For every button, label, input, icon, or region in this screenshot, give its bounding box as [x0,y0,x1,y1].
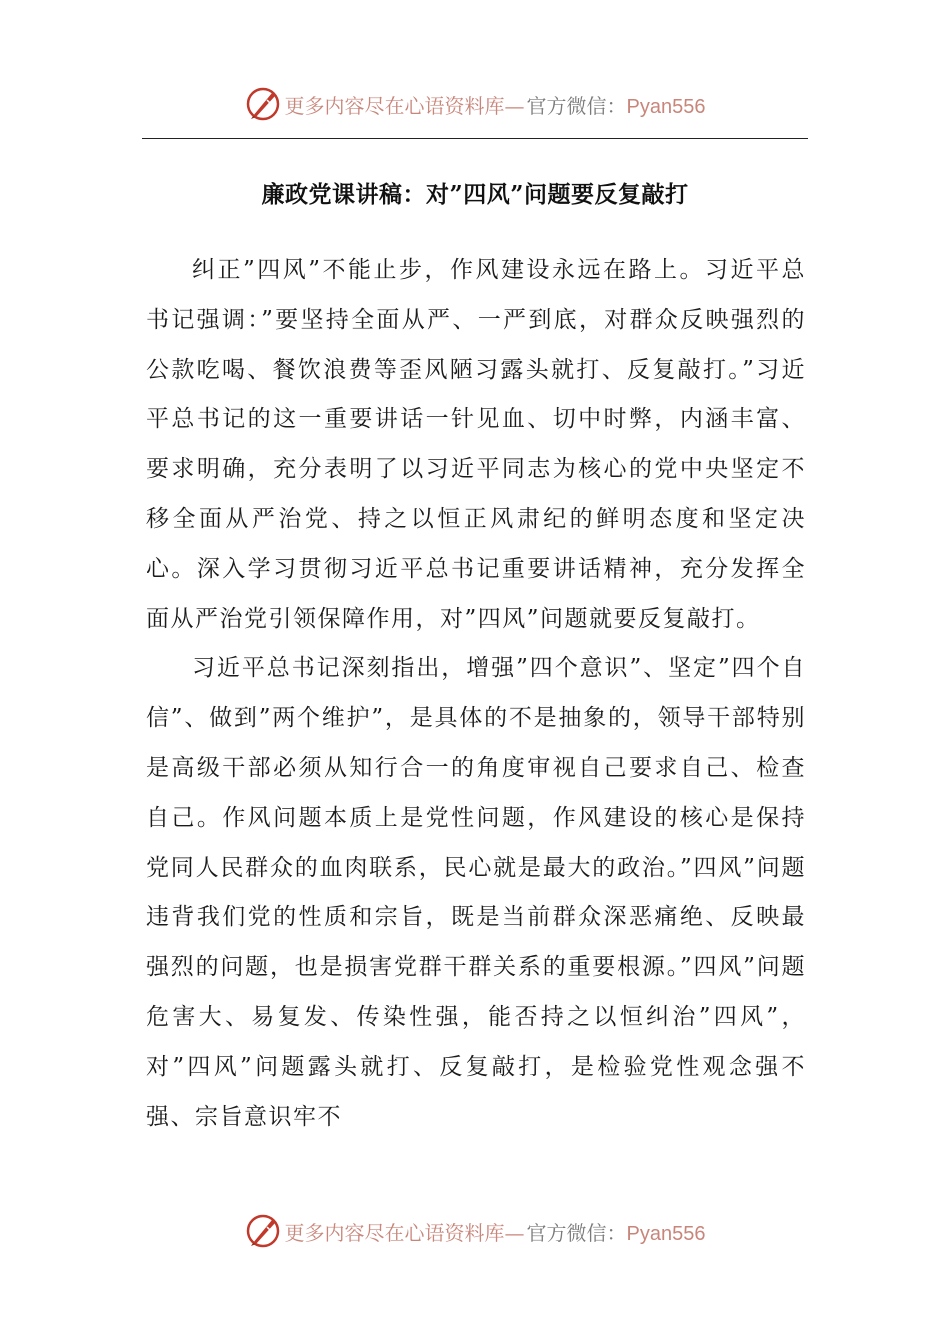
pen-logo-icon [245,1213,281,1249]
banner-wechat-id: Pyan556 [626,1222,706,1245]
header-banner [0,82,950,126]
pen-logo-icon [245,86,281,122]
paragraph: 习近平总书记深刻指出，增强”四个意识”、坚定”四个自信”、做到”两个维护”，是具体的不是抽象的，领导干部特别是高级干部必须从知行合一的角度审视自己要求自己、检查自己。作风问题本质上是党性问题，作风建设的核心是保持党同人民群众的血肉联系，民心就是最大的政治。”四风”问题违背我们党的性质和宗旨，既是当前群众深恶痛绝、反映最强烈的问题，也是损害党群干群关系的重要根源。”四风”问题危害大、易复发、传染性强，能否持之以恒纠治”四风”，对”四风”问题露头就打、反复敲打，是检验党性观念强不强、宗旨意识牢不 [146,655,806,1130]
banner-text [285,1217,706,1246]
header-divider [142,138,808,139]
banner-separator: — [504,1220,525,1245]
page-title: 廉政党课讲稿：对”四风”问题要反复敲打 [261,181,689,208]
banner-wechat-label: 官方微信： [526,93,627,118]
banner-separator: — [504,93,525,118]
banner-wechat-id: Pyan556 [626,95,706,118]
banner-brand-text: 更多内容尽在心语资料库 [284,93,505,118]
banner-text [285,90,706,119]
paragraph: 纠正”四风”不能止步，作风建设永远在路上。习近平总书记强调：”要坚持全面从严、一严到底，对群众反映强烈的公款吃喝、餐饮浪费等歪风陋习露头就打、反复敲打。”习近平总书记的这一重要讲话一针见血、切中时弊，内涵丰富、要求明确，充分表明了以习近平同志为核心的党中央坚定不移全面从严治党、持之以恒正风肃纪的鲜明态度和坚定决心。深入学习贯彻习近平总书记重要讲话精神，充分发挥全面从严治党引领保障作用，对”四风”问题就要反复敲打。 [146,257,806,632]
footer-banner [0,1209,950,1253]
banner-wechat-label: 官方微信： [526,1220,627,1245]
banner-brand-text: 更多内容尽在心语资料库 [284,1220,505,1245]
document-body [146,246,806,1142]
